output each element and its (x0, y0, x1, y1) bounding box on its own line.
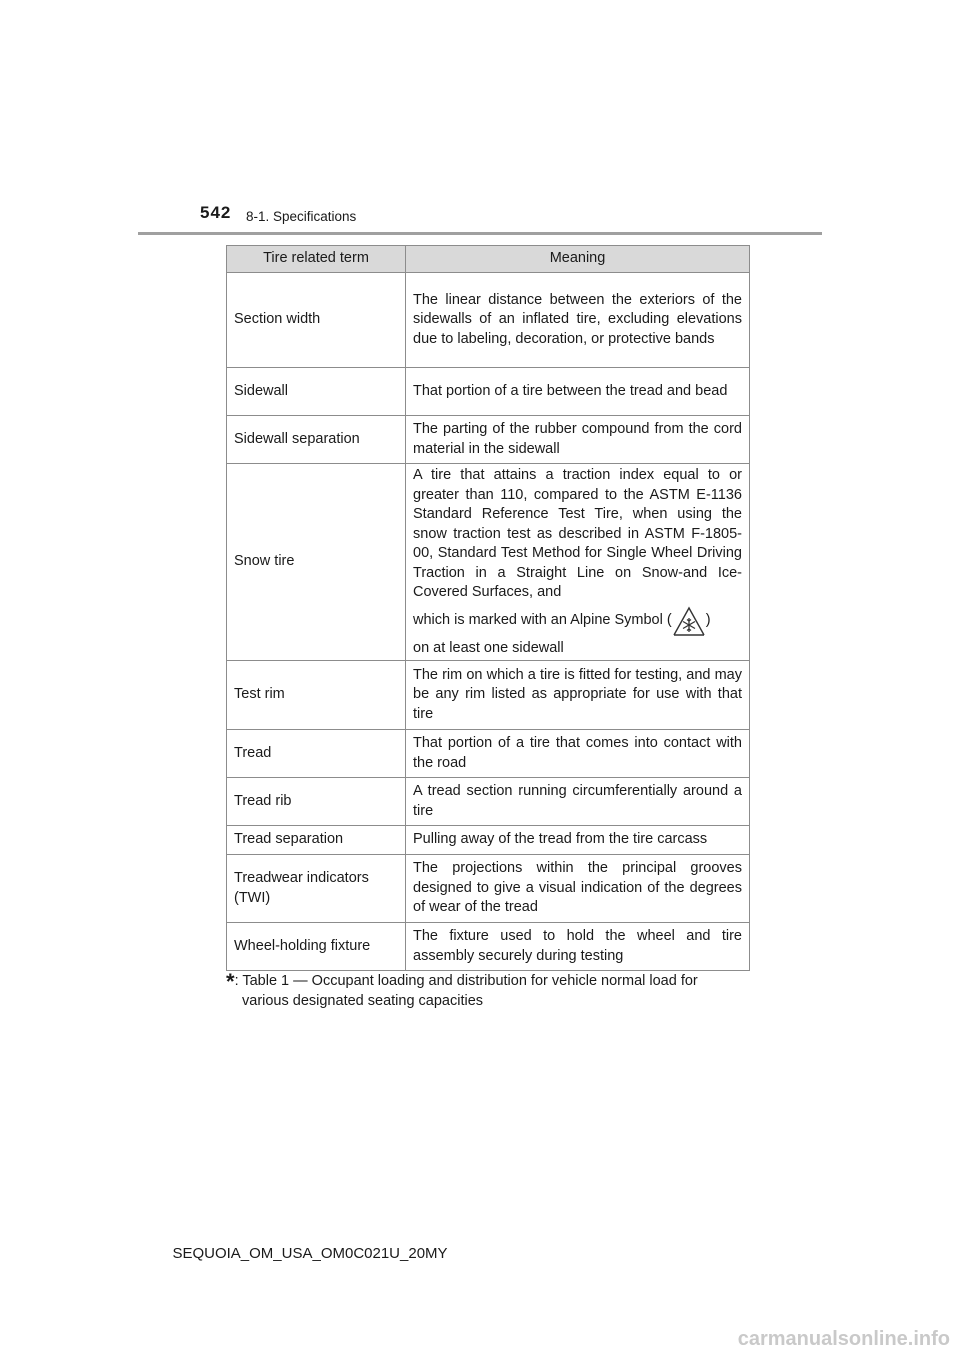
table-row (227, 778, 750, 826)
table-row (227, 855, 750, 923)
footnote-marker: * (226, 969, 235, 994)
meaning-cell: That portion of a tire between the tread and bead (406, 368, 750, 416)
footnote-line-2: various designated seating capacities (242, 992, 484, 1009)
footnote-line-1 (226, 969, 750, 994)
meaning-cell: The rim on which a tire is fitted for testing, and may be any rim listed as appropriate for use with that tire (406, 661, 750, 730)
term-cell: Test rim (227, 661, 406, 730)
term-cell: Sidewall (227, 368, 406, 416)
section-title: 8-1. Specifications (246, 209, 357, 224)
term-cell: Snow tire (227, 464, 406, 661)
meaning-cell: A tread section running circumferentially around a tire (406, 778, 750, 826)
term-cell: Tread separation (227, 826, 406, 855)
snow-tire-definition: A tire that attains a traction index equal to or greater than 110, compared to the ASTM E-1136 Standard Reference Test Tire, when using the snow traction test as described in ASTM F-1805-00, Standard Test Method for Single Wheel Driving Traction in a Straight Line on Snow-and Ice-Covered Surfaces, and (413, 467, 742, 600)
alpine-symbol-text: which is marked with an Alpine Symbol ( (413, 611, 672, 628)
alpine-snowflake-mountain-icon (672, 605, 706, 637)
table-row (227, 368, 750, 416)
meaning-cell: Pulling away of the tread from the tire carcass (406, 826, 750, 855)
footnote (226, 969, 750, 1011)
meaning-cell: The fixture used to hold the wheel and tire assembly securely during testing (406, 923, 750, 971)
term-cell: Section width (227, 273, 406, 368)
table-header-row (227, 246, 750, 273)
page-number: 542 (200, 203, 232, 222)
snow-tire-definition-end: on at least one sidewall (413, 639, 564, 656)
table-row (227, 464, 750, 661)
document-code: SEQUOIA_OM_USA_OM0C021U_20MY (172, 1245, 448, 1262)
term-cell: Tread rib (227, 778, 406, 826)
alpine-symbol-line (413, 603, 742, 639)
meaning-cell: The parting of the rubber compound from the cord material in the sidewall (406, 416, 750, 464)
term-cell: Sidewall separation (227, 416, 406, 464)
header-rule (138, 232, 822, 235)
table-row (227, 661, 750, 730)
tire-terms-table (226, 245, 750, 971)
meaning-cell: That portion of a tire that comes into contact with the road (406, 730, 750, 778)
table-row (227, 730, 750, 778)
column-header-meaning: Meaning (406, 246, 750, 273)
table-row (227, 923, 750, 971)
term-cell: Wheel-holding fixture (227, 923, 406, 971)
watermark: carmanualsonline.info (737, 1328, 950, 1350)
term-cell: Treadwear indicators (TWI) (227, 855, 406, 923)
meaning-cell (406, 464, 750, 661)
table-row (227, 416, 750, 464)
meaning-cell: The projections within the principal grooves designed to give a visual indication of the degrees of wear of the tread (406, 855, 750, 923)
table-row (227, 826, 750, 855)
table-row (227, 273, 750, 368)
term-cell: Tread (227, 730, 406, 778)
column-header-term: Tire related term (227, 246, 406, 273)
meaning-cell: The linear distance between the exteriors of the sidewalls of an inflated tire, excluding elevations due to labeling, decoration, or protective bands (406, 273, 750, 368)
alpine-symbol-close: ) (705, 611, 711, 628)
footnote-text: : Table 1 — Occupant loading and distribution for vehicle normal load for (234, 973, 698, 989)
